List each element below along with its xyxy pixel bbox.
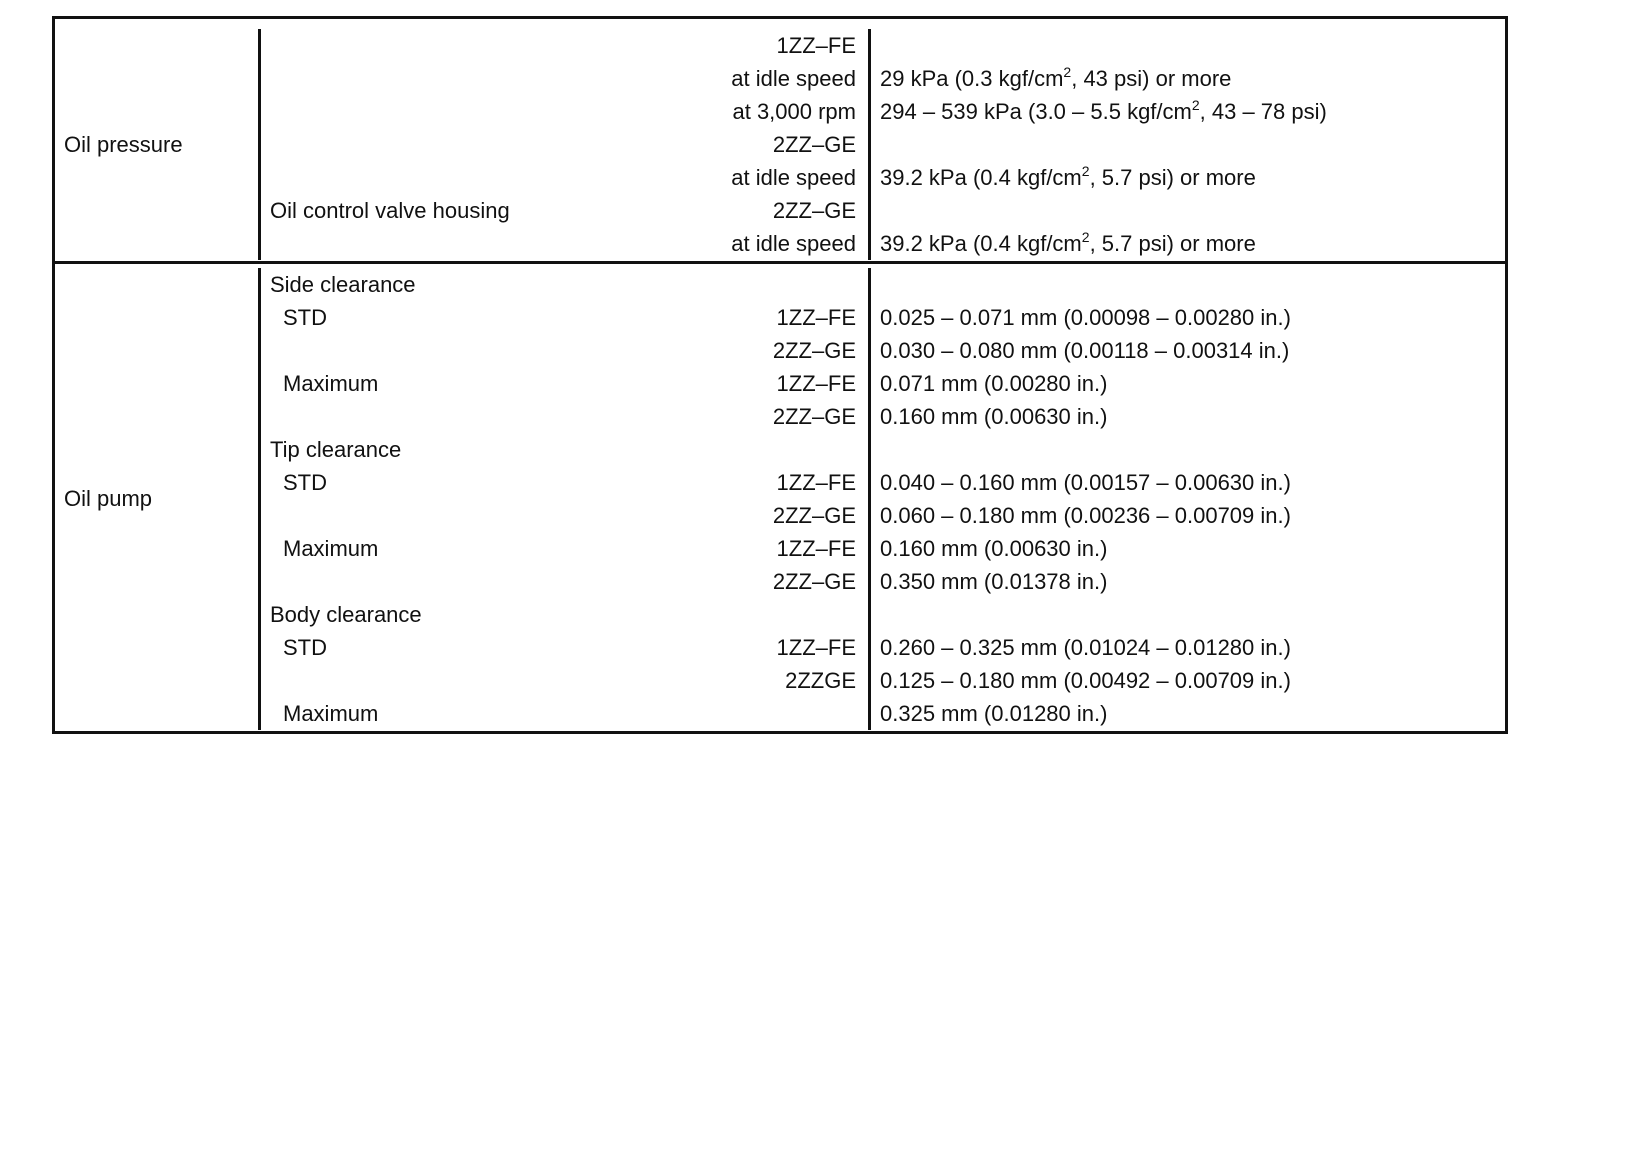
conditions-column	[261, 268, 871, 730]
condition-row: STD 1ZZ–FE	[283, 305, 856, 330]
spec-value: 294 – 539 kPa (3.0 – 5.5 kgf/$cm^2$, 43 – 78 psi)	[880, 97, 1327, 124]
spec-value	[871, 128, 1505, 161]
condition-row: 1ZZ–FE	[776, 33, 856, 58]
spec-value: 39.2 kPa (0.4 kgf/$cm^2$, 5.7 psi) or more	[880, 163, 1256, 190]
spec-value: 0.325 mm (0.01280 in.)	[880, 701, 1108, 726]
condition-row: at idle speed	[731, 66, 856, 91]
conditions-column	[261, 29, 871, 260]
condition-row: 2ZZ–GE	[772, 338, 856, 363]
condition-row: 2ZZ–GE	[772, 569, 856, 594]
specs-column	[871, 268, 1505, 730]
spec-value: 0.125 – 0.180 mm (0.00492 – 0.00709 in.)	[880, 668, 1291, 693]
condition-row: Maximum 1ZZ–FE	[283, 371, 856, 396]
spec-table	[52, 16, 1508, 734]
spec-value: 0.160 mm (0.00630 in.)	[880, 404, 1108, 429]
condition-row: Maximum	[283, 701, 379, 726]
condition-row: 2ZZGE	[785, 668, 856, 693]
condition-row: 2ZZ–GE	[772, 404, 856, 429]
item-label: Oil pump	[55, 268, 261, 730]
spec-value	[871, 433, 1505, 466]
specs-column	[871, 29, 1505, 260]
spec-value	[871, 194, 1505, 227]
spec-value	[871, 29, 1505, 62]
spec-value	[871, 598, 1505, 631]
condition-row: Oil control valve housing 2ZZ–GE	[270, 198, 856, 223]
condition-row: Body clearance	[270, 602, 422, 627]
oil-pressure-section	[55, 19, 1505, 264]
spec-value: 0.040 – 0.160 mm (0.00157 – 0.00630 in.)	[880, 470, 1291, 495]
item-label: Oil pressure	[55, 29, 261, 260]
condition-row: 2ZZ–GE	[772, 503, 856, 528]
oil-pump-section	[55, 264, 1505, 731]
condition-row: 2ZZ–GE	[772, 132, 856, 157]
condition-row: STD 1ZZ–FE	[283, 635, 856, 660]
spec-value: 0.071 mm (0.00280 in.)	[880, 371, 1108, 396]
spec-value: 0.025 – 0.071 mm (0.00098 – 0.00280 in.)	[880, 305, 1291, 330]
condition-row: STD 1ZZ–FE	[283, 470, 856, 495]
condition-row: Maximum 1ZZ–FE	[283, 536, 856, 561]
condition-row: at idle speed	[731, 165, 856, 190]
spec-value: 0.260 – 0.325 mm (0.01024 – 0.01280 in.)	[880, 635, 1291, 660]
condition-row: Tip clearance	[270, 437, 402, 462]
spec-value: 29 kPa (0.3 kgf/$cm^2$, 43 psi) or more	[880, 64, 1232, 91]
spec-value: 0.060 – 0.180 mm (0.00236 – 0.00709 in.)	[880, 503, 1291, 528]
spec-value: 0.160 mm (0.00630 in.)	[880, 536, 1108, 561]
condition-row: Side clearance	[270, 272, 416, 297]
spec-value: 39.2 kPa (0.4 kgf/$cm^2$, 5.7 psi) or more	[880, 229, 1256, 256]
spec-value	[871, 268, 1505, 301]
condition-row: at idle speed	[731, 231, 856, 256]
spec-value: 0.030 – 0.080 mm (0.00118 – 0.00314 in.)	[880, 338, 1290, 363]
spec-value: 0.350 mm (0.01378 in.)	[880, 569, 1108, 594]
condition-row: at 3,000 rpm	[732, 99, 856, 124]
